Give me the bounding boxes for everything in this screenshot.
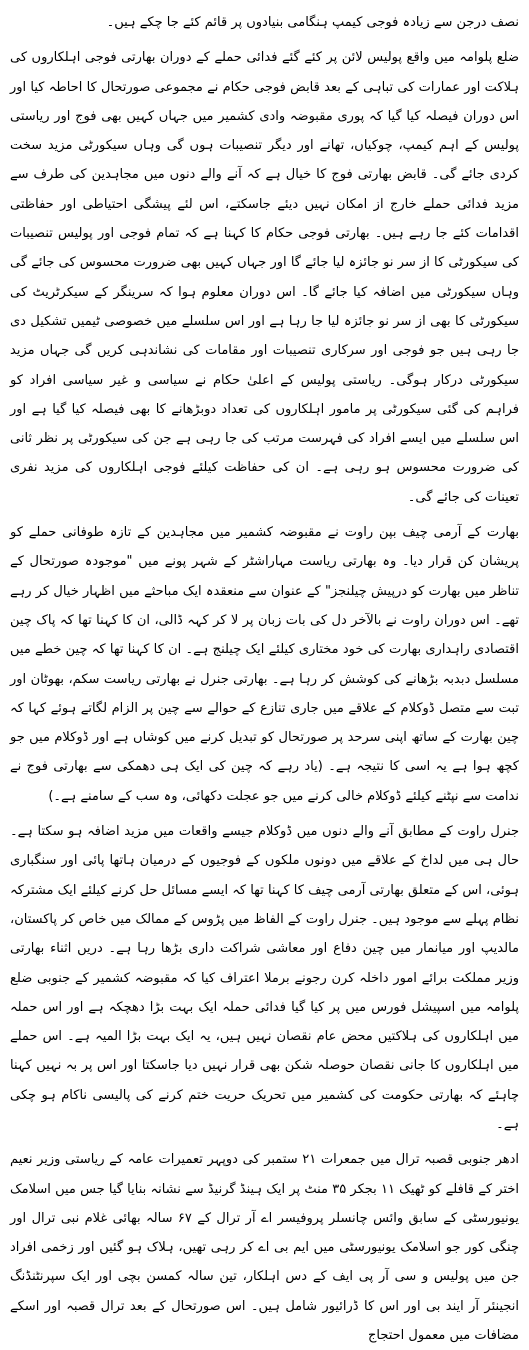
article-paragraph: ادھر جنوبی قصبہ ترال میں جمعرات ۲۱ ستمبر کی دوپہر تعمیرات عامہ کے ریاستی وزیر نعیم اختر کے قافلے کو ٹھیک ۱۱ بجکر ۳۵ منٹ پر ایک ہینڈ گرنیڈ سے نشانہ بنایا گیا جس میں اسلامک یونیورسٹی کے سابق وائس چانسلر پروفیسر اے آر ترال کے ۶۷ سالہ بھائی غلام نبی ترال اور چنگی کور جو اسلامک یونیورسٹی میں ایم بی اے کر رہی تھیں، ہلاک ہو گئیں اور زخمی افراد جن میں پولیس و سی آر پی ایف کے دس اہلکار، تین سالہ کمسن بچی اور ایک سپرنٹنڈنگ انجینئر آر ایند بی اور اس کا ڈرائیور شامل ہیں۔ اس صورتحال کے بعد ترال قصبہ اور اسکے مضافات میں معمول احتجاج <box>10 1152 519 1344</box>
article-paragraph: بھارت کے آرمی چیف بپن راوت نے مقبوضہ کشمیر میں مجاہدین کے تازہ طوفانی حملے کو پریشان کن قرار دیا۔ وہ بھارتی ریاست مہاراشٹر کے شہر پونے میں "موجودہ صورتحال کے تناظر میں بھارت کو درپیش چیلنجز" کے عنوان سے منعقدہ ایک مباحثے میں اظہار خیال کر رہے تھے۔ اس دوران راوت نے بالآخر دل کی بات زبان پر لا کر کہہ ڈالی، ان کا کہنا تھا کہ پاک چین اقتصادی راہداری بھارت کی خود مختاری کیلئے ایک چیلنج ہے۔ ان کا کہنا تھا کہ چین خطے میں مسلسل دبدبہ بڑھانے کی کوشش کر رہا ہے۔ بھارتی جنرل نے بھارتی ریاست سکم، بھوٹان اور تبت سے متصل ڈوکلام کے علاقے میں جاری تنازع کے حوالے سے چین پر الزام لگاتے ہوئے کہا کہ چین بھارت کے ساتھ اپنی سرحد پر صورتحال کو تبدیل کرنے میں کوشاں ہے اور ڈوکلام میں جو کچھ ہوا ہے یہ اسی کا نتیجہ ہے۔ (یاد رہے کہ چین کی ایک ہی دھمکی سے بھارتی فوج نے ندامت سے نپٹنے کیلئے ڈوکلام خالی کرنے میں جو عجلت دکھائی، وہ سب کے سامنے ہے۔) <box>10 525 519 804</box>
article-paragraph: ضلع پلوامہ میں واقع پولیس لائن پر کئے گئے فدائی حملے کے دوران بھارتی فوجی اہلکاروں کی ہلاکت اور عمارات کی تباہی کے بعد قابض فوجی حکام نے مجموعی صورتحال کا احاطہ کیا اور اس دوران فیصلہ کیا گیا کہ پوری مقبوضہ وادی کشمیر میں جہاں کہیں بھی فوج اور ریاستی پولیس کے اہم کیمپ، چوکیاں، تھانے اور دیگر تنصیبات ہوں گی وہاں سیکورٹی مزید سخت کردی جائے گی۔ قابض بھارتی فوج کا خیال ہے کہ آنے والے دنوں میں مجاہدین کی طرف سے مزید فدائی حملے خارج از امکان نہیں دیئے جاسکتے، اس لئے پیشگی احتیاطی اور حفاظتی اقدامات کئے جا رہے ہیں۔ بھارتی فوجی حکام کا کہنا ہے کہ تمام فوجی اور پولیس تنصیبات کی سیکورٹی کا از سر نو جائزہ لیا جائے گا اور جہاں کہیں بھی ضرورت محسوس کی جائے گی وہاں سیکورٹی میں اضافہ کیا جائے گا۔ اس دوران معلوم ہوا کہ سرینگر کے سیکرٹریٹ کی سیکورٹی کا بھی از سر نو جائزہ لیا جا رہا ہے اور اس سلسلے میں خصوصی ٹیمیں تشکیل دی جا رہی ہیں جو فوجی اور سرکاری تنصیبات اور مقامات کی نشاندہی کریں گی جہاں مزید سیکورٹی درکار ہوگی۔ ریاستی پولیس کے اعلیٰ حکام نے سیاسی و غیر سیاسی افراد کو فراہم کی گئی سیکورٹی پر مامور اہلکاروں کی تعداد دوبڑھانے کا بھی فیصلہ کیا گیا ہے اور اس سلسلے میں ایسے افراد کی فہرست مرتب کی جا رہی ہے جن کی سیکورٹی پر نظر ثانی کی ضرورت محسوس ہو رہی ہے۔ ان کی حفاظت کیلئے فوجی اہلکاروں کی مزید نفری تعینات کی جائے گی۔ <box>10 50 519 505</box>
article-paragraph: جنرل راوت کے مطابق آنے والے دنوں میں ڈوکلام جیسے واقعات میں مزید اضافہ ہو سکتا ہے۔ حال ہی میں لداخ کے علاقے میں دونوں ملکوں کے فوجیوں کے درمیان ہاتھا پائی اور سنگباری ہوئی، اس کے متعلق بھارتی آرمی چیف کا کہنا تھا کہ ایسے مسائل حل کرنے کیلئے ایک مشترکہ نظام پہلے سے موجود ہیں۔ جنرل راوت کے الفاظ میں پڑوس کے ممالک میں خاص کر پاکستان، مالدیپ اور میانمار میں چین دفاع اور معاشی شراکت داری بڑھا رہا ہے۔ دریں اثناء بھارتی وزیر مملکت برائے امور داخلہ کرن رجونے برملا اعتراف کیا کہ مقبوضہ کشمیر کے جنوبی ضلع پلوامہ میں اسپیشل فورس میں پر کیا گیا فدائی حملہ ایک بہت بڑا دھچکہ ہے اور اس حملہ میں اہلکاروں کی ہلاکتیں محض عام نقصان نہیں ہیں، یہ ایک بہت بڑا المیہ ہے۔ اس حملے میں اہلکاروں کا جانی نقصان حوصلہ شکن بھی قرار نہیں دیا جاسکتا اور اس پر بہ نہیں کہنا چاہئے کہ بھارتی حکومت کی کشمیر میں تحریک حریت ختم کرنے کی پالیسی ناکام ہو چکی ہے۔ <box>10 824 519 1132</box>
article-paragraph: نصف درجن سے زیادہ فوجی کیمپ ہنگامی بنیادوں پر قائم کئے جا چکے ہیں۔ <box>106 15 519 30</box>
